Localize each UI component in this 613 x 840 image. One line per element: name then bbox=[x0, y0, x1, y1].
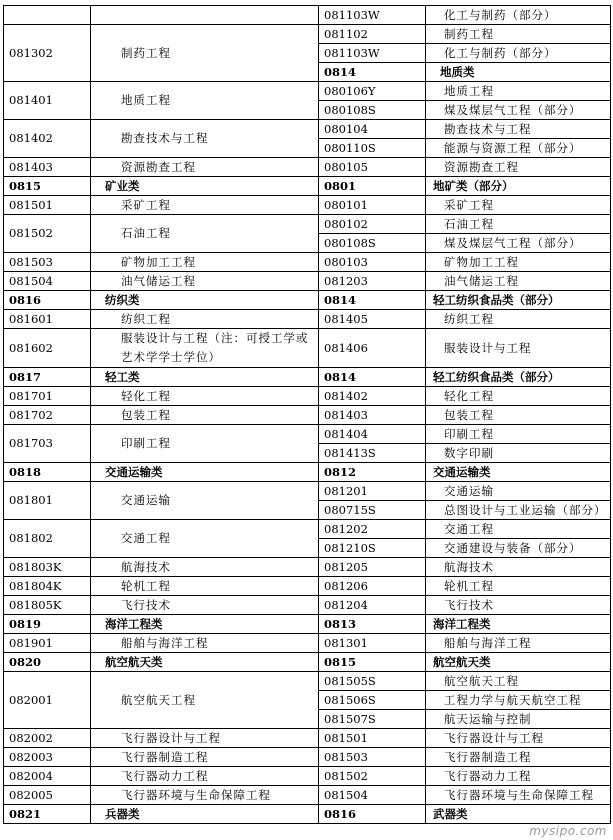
table-row bbox=[4, 406, 611, 425]
old-code-cell: 080106Y bbox=[319, 82, 426, 101]
category-row bbox=[4, 177, 611, 196]
old-major-name-cell: 油气储运工程 bbox=[426, 272, 611, 291]
old-code-cell: 080104 bbox=[319, 120, 426, 139]
old-code-cell: 0813 bbox=[319, 615, 426, 634]
old-code-cell: 080715S bbox=[319, 501, 426, 520]
old-major-name-cell: 石油工程 bbox=[426, 215, 611, 234]
old-code-cell: 081202 bbox=[319, 520, 426, 539]
table-row bbox=[4, 215, 611, 234]
old-major-name-cell: 飞行器制造工程 bbox=[426, 748, 611, 767]
new-code-cell: 082003 bbox=[4, 748, 91, 767]
old-code-cell: 081413S bbox=[319, 444, 426, 463]
old-code-cell: 081502 bbox=[319, 767, 426, 786]
old-major-name-cell: 飞行器环境与生命保障工程 bbox=[426, 786, 611, 805]
new-major-name-cell: 航空航天类 bbox=[91, 653, 319, 672]
old-code-cell: 081405 bbox=[319, 310, 426, 329]
table-row bbox=[4, 672, 611, 691]
new-major-name-cell: 勘查技术与工程 bbox=[91, 120, 319, 158]
new-code-cell: 081802 bbox=[4, 520, 91, 558]
old-major-name-cell: 勘查技术与工程 bbox=[426, 120, 611, 139]
old-code-cell: 080103 bbox=[319, 253, 426, 272]
category-row bbox=[4, 653, 611, 672]
major-mapping-table bbox=[3, 5, 611, 824]
new-code-cell: 0820 bbox=[4, 653, 91, 672]
old-major-name-cell: 资源勘查工程 bbox=[426, 158, 611, 177]
old-major-name-cell: 能源与资源工程（部分） bbox=[426, 139, 611, 158]
old-major-name-cell: 印刷工程 bbox=[426, 425, 611, 444]
new-code-cell: 081602 bbox=[4, 329, 91, 368]
table-row bbox=[4, 25, 611, 44]
old-code-cell: 081205 bbox=[319, 558, 426, 577]
old-major-name-cell: 工程力学与航天航空工程 bbox=[426, 691, 611, 710]
new-major-name-cell: 航空航天工程 bbox=[91, 672, 319, 729]
category-row bbox=[4, 368, 611, 387]
new-major-name-cell: 油气储运工程 bbox=[91, 272, 319, 291]
old-code-cell: 0815 bbox=[319, 653, 426, 672]
table-row bbox=[4, 767, 611, 786]
table-row bbox=[4, 558, 611, 577]
old-code-cell: 081505S bbox=[319, 672, 426, 691]
old-code-cell: 081404 bbox=[319, 425, 426, 444]
old-major-name-cell: 航天运输与控制 bbox=[426, 710, 611, 729]
old-code-cell: 080101 bbox=[319, 196, 426, 215]
table-row bbox=[4, 387, 611, 406]
old-major-name-cell: 轻工纺织食品类（部分） bbox=[426, 291, 611, 310]
new-code-cell: 082001 bbox=[4, 672, 91, 729]
old-major-name-cell: 航空航天工程 bbox=[426, 672, 611, 691]
table-row bbox=[4, 272, 611, 291]
new-code-cell: 081601 bbox=[4, 310, 91, 329]
new-major-name-cell: 包装工程 bbox=[91, 406, 319, 425]
table-row bbox=[4, 482, 611, 501]
old-code-cell: 081201 bbox=[319, 482, 426, 501]
old-major-name-cell: 海洋工程类 bbox=[426, 615, 611, 634]
old-major-name-cell: 轮机工程 bbox=[426, 577, 611, 596]
old-code-cell: 081507S bbox=[319, 710, 426, 729]
new-code-cell: 082004 bbox=[4, 767, 91, 786]
new-major-name-cell: 航海技术 bbox=[91, 558, 319, 577]
new-major-name-cell: 制药工程 bbox=[91, 25, 319, 82]
new-code-cell: 081403 bbox=[4, 158, 91, 177]
table-row bbox=[4, 634, 611, 653]
new-major-name-cell: 飞行器设计与工程 bbox=[91, 729, 319, 748]
new-code-cell: 081702 bbox=[4, 406, 91, 425]
new-code-cell: 082005 bbox=[4, 786, 91, 805]
watermark: mysipo.com bbox=[529, 824, 607, 838]
old-code-cell: 081504 bbox=[319, 786, 426, 805]
table-row bbox=[4, 82, 611, 101]
old-code-cell: 080108S bbox=[319, 101, 426, 120]
new-code-cell: 081501 bbox=[4, 196, 91, 215]
new-major-name-cell: 交通运输类 bbox=[91, 463, 319, 482]
old-code-cell: 081204 bbox=[319, 596, 426, 615]
new-code-cell bbox=[4, 6, 91, 25]
new-major-name-cell: 轻工类 bbox=[91, 368, 319, 387]
category-row bbox=[4, 615, 611, 634]
new-major-name-cell: 资源勘查工程 bbox=[91, 158, 319, 177]
new-major-name-cell: 船舶与海洋工程 bbox=[91, 634, 319, 653]
old-code-cell: 080105 bbox=[319, 158, 426, 177]
new-code-cell: 0819 bbox=[4, 615, 91, 634]
old-code-cell: 0801 bbox=[319, 177, 426, 196]
old-major-name-cell: 矿物加工工程 bbox=[426, 253, 611, 272]
old-code-cell: 081206 bbox=[319, 577, 426, 596]
new-major-name-cell: 交通运输 bbox=[91, 482, 319, 520]
new-code-cell: 081502 bbox=[4, 215, 91, 253]
old-code-cell: 0814 bbox=[319, 368, 426, 387]
new-code-cell: 0816 bbox=[4, 291, 91, 310]
old-major-name-cell: 飞行器设计与工程 bbox=[426, 729, 611, 748]
old-major-name-cell: 交通工程 bbox=[426, 520, 611, 539]
table-row bbox=[4, 786, 611, 805]
new-code-cell: 081503 bbox=[4, 253, 91, 272]
old-major-name-cell: 包装工程 bbox=[426, 406, 611, 425]
old-code-cell: 080102 bbox=[319, 215, 426, 234]
new-code-cell: 0814 bbox=[319, 63, 426, 82]
new-major-name-cell: 石油工程 bbox=[91, 215, 319, 253]
new-major-name-cell: 服装设计与工程（注：可授工学或艺术学学士学位） bbox=[91, 329, 319, 368]
new-major-name-cell: 飞行器动力工程 bbox=[91, 767, 319, 786]
table-row bbox=[4, 748, 611, 767]
new-major-name-cell bbox=[91, 6, 319, 25]
new-code-cell: 0815 bbox=[4, 177, 91, 196]
old-major-name-cell: 飞行器动力工程 bbox=[426, 767, 611, 786]
old-code-cell: 081402 bbox=[319, 387, 426, 406]
old-major-name-cell: 交通运输类 bbox=[426, 463, 611, 482]
new-major-name-cell: 飞行器环境与生命保障工程 bbox=[91, 786, 319, 805]
old-major-name-cell: 煤及煤层气工程（部分） bbox=[426, 101, 611, 120]
old-code-cell: 0816 bbox=[319, 805, 426, 824]
new-major-name-cell: 兵器类 bbox=[91, 805, 319, 824]
old-major-name-cell: 采矿工程 bbox=[426, 196, 611, 215]
old-major-name-cell: 航海技术 bbox=[426, 558, 611, 577]
old-major-name-cell: 化工与制药（部分） bbox=[426, 44, 611, 63]
new-major-name-cell: 采矿工程 bbox=[91, 196, 319, 215]
new-code-cell: 081804K bbox=[4, 577, 91, 596]
table-row bbox=[4, 577, 611, 596]
new-major-name-cell: 印刷工程 bbox=[91, 425, 319, 463]
new-code-cell: 081504 bbox=[4, 272, 91, 291]
table-row bbox=[4, 729, 611, 748]
old-major-name-cell: 数字印刷 bbox=[426, 444, 611, 463]
category-row bbox=[4, 463, 611, 482]
old-major-name-cell: 船舶与海洋工程 bbox=[426, 634, 611, 653]
new-code-cell: 081302 bbox=[4, 25, 91, 82]
new-major-name-cell: 飞行器制造工程 bbox=[91, 748, 319, 767]
category-row bbox=[4, 291, 611, 310]
new-major-name-cell: 海洋工程类 bbox=[91, 615, 319, 634]
new-code-cell: 081803K bbox=[4, 558, 91, 577]
table-row bbox=[4, 6, 611, 25]
new-major-name-cell: 交通工程 bbox=[91, 520, 319, 558]
new-major-name-cell: 纺织工程 bbox=[91, 310, 319, 329]
old-code-cell: 080110S bbox=[319, 139, 426, 158]
old-code-cell: 081102 bbox=[319, 25, 426, 44]
old-major-name-cell: 武器类 bbox=[426, 805, 611, 824]
old-major-name-cell: 制药工程 bbox=[426, 25, 611, 44]
new-code-cell: 081401 bbox=[4, 82, 91, 120]
new-major-name-cell: 矿业类 bbox=[91, 177, 319, 196]
new-major-name-cell: 飞行技术 bbox=[91, 596, 319, 615]
new-code-cell: 081901 bbox=[4, 634, 91, 653]
new-code-cell: 0821 bbox=[4, 805, 91, 824]
table-row bbox=[4, 253, 611, 272]
old-major-name-cell: 交通建设与装备（部分） bbox=[426, 539, 611, 558]
new-major-name-cell: 地质类 bbox=[426, 63, 611, 82]
category-row bbox=[4, 805, 611, 824]
old-code-cell: 081203 bbox=[319, 272, 426, 291]
new-code-cell: 0818 bbox=[4, 463, 91, 482]
old-code-cell: 081210S bbox=[319, 539, 426, 558]
new-code-cell: 081801 bbox=[4, 482, 91, 520]
table-row bbox=[4, 520, 611, 539]
old-code-cell: 0812 bbox=[319, 463, 426, 482]
old-major-name-cell: 轻工纺织食品类（部分） bbox=[426, 368, 611, 387]
table-row bbox=[4, 310, 611, 329]
new-major-name-cell: 矿物加工工程 bbox=[91, 253, 319, 272]
table-row bbox=[4, 120, 611, 139]
old-code-cell: 081501 bbox=[319, 729, 426, 748]
old-major-name-cell: 纺织工程 bbox=[426, 310, 611, 329]
old-major-name-cell: 飞行技术 bbox=[426, 596, 611, 615]
old-major-name-cell: 航空航天类 bbox=[426, 653, 611, 672]
old-code-cell: 081506S bbox=[319, 691, 426, 710]
table-row bbox=[4, 329, 611, 368]
old-major-name-cell: 交通运输 bbox=[426, 482, 611, 501]
old-code-cell: 081406 bbox=[319, 329, 426, 368]
old-major-name-cell: 地矿类（部分） bbox=[426, 177, 611, 196]
old-code-cell: 081103W bbox=[319, 44, 426, 63]
old-code-cell: 081103W bbox=[319, 6, 426, 25]
new-code-cell: 081701 bbox=[4, 387, 91, 406]
old-code-cell: 080108S bbox=[319, 234, 426, 253]
new-code-cell: 081402 bbox=[4, 120, 91, 158]
old-code-cell: 081301 bbox=[319, 634, 426, 653]
new-major-name-cell: 纺织类 bbox=[91, 291, 319, 310]
old-major-name-cell: 轻化工程 bbox=[426, 387, 611, 406]
old-major-name-cell: 服装设计与工程 bbox=[426, 329, 611, 368]
old-code-cell: 0814 bbox=[319, 291, 426, 310]
old-major-name-cell: 化工与制药（部分） bbox=[426, 6, 611, 25]
table-row bbox=[4, 196, 611, 215]
old-major-name-cell: 煤及煤层气工程（部分） bbox=[426, 234, 611, 253]
old-major-name-cell: 地质工程 bbox=[426, 82, 611, 101]
table-row bbox=[4, 158, 611, 177]
table-row bbox=[4, 425, 611, 444]
new-code-cell: 081805K bbox=[4, 596, 91, 615]
old-code-cell: 081403 bbox=[319, 406, 426, 425]
table-row bbox=[4, 596, 611, 615]
new-major-name-cell: 轮机工程 bbox=[91, 577, 319, 596]
new-code-cell: 082002 bbox=[4, 729, 91, 748]
new-code-cell: 0817 bbox=[4, 368, 91, 387]
old-major-name-cell: 总图设计与工业运输（部分） bbox=[426, 501, 611, 520]
new-code-cell: 081703 bbox=[4, 425, 91, 463]
new-major-name-cell: 轻化工程 bbox=[91, 387, 319, 406]
old-code-cell: 081503 bbox=[319, 748, 426, 767]
new-major-name-cell: 地质工程 bbox=[91, 82, 319, 120]
